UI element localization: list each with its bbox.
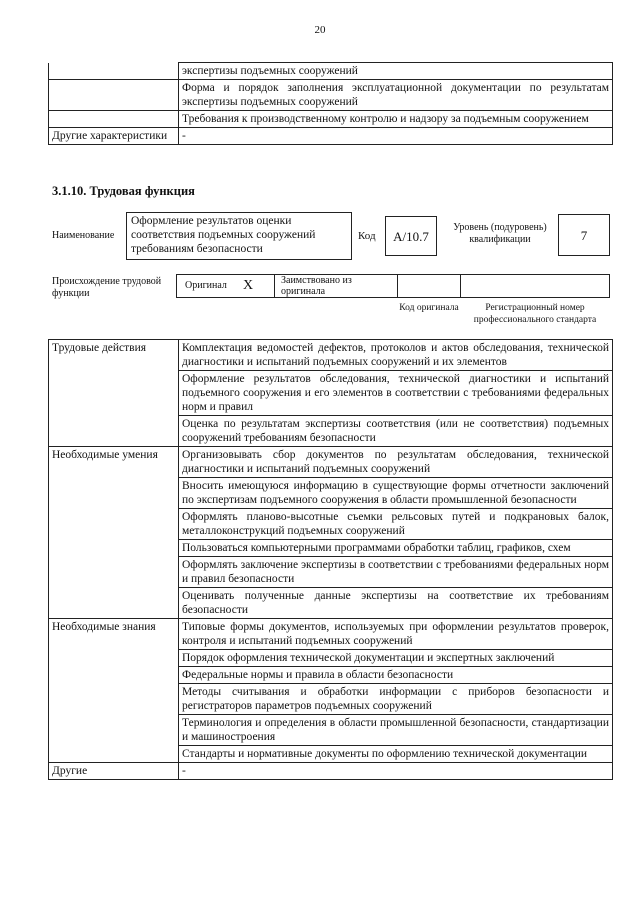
divider	[397, 274, 398, 298]
function-code-box	[385, 216, 437, 256]
table-cell: Организовывать сбор документов по результатам обследования, технической диагностики и испытаний подъемных сооружений	[179, 447, 613, 478]
table-cell: Оформлять планово-высотные съемки рельсовых путей и подкрановых балок, металлоконструкций подъемных сооружений	[179, 509, 613, 540]
page-number: 20	[314, 24, 326, 36]
table-cell: Оформление результатов обследования, технической диагностики и испытаний подъемного сооружения и его элементов в соответствии с требованиями федеральных норм и правил	[179, 371, 613, 416]
origin-label: Происхождение трудовой функции	[52, 276, 162, 299]
labor-function-table	[48, 339, 613, 780]
function-name-value: Оформление результатов оценки соответствия подъемных сооружений требованиям безопасности	[131, 215, 316, 255]
table-cell: Терминология и определения в области промышленной безопасности, стандартизации и машиностроения	[179, 715, 613, 746]
table-cell: Оценка по результатам экспертизы соответствия (или не соответствия) подъемных сооружений требованиям безопасности	[179, 416, 613, 447]
function-name-box	[126, 212, 352, 260]
table-row	[49, 340, 613, 371]
table-cell: Комплектация ведомостей дефектов, протоколов и актов обследования, технической диагностики и испытаний подъемных сооружений и их элементов	[179, 340, 613, 371]
row-text: Требования к производственному контролю и надзору за подъемным сооружением	[179, 111, 613, 128]
table-row	[49, 63, 613, 80]
row-label	[49, 80, 179, 111]
table-cell: Пользоваться компьютерными программами обработки таблиц, графиков, схем	[179, 540, 613, 557]
table-row	[49, 128, 613, 145]
original-label: Оригинал	[185, 280, 227, 291]
table-row	[49, 111, 613, 128]
table-row	[49, 447, 613, 478]
table-cell: Методы считывания и обработки информации с приборов безопасности и регистраторов параметров подъемных сооружений	[179, 684, 613, 715]
group-label: Трудовые действия	[49, 340, 179, 447]
original-mark: X	[243, 278, 254, 293]
table-cell: Федеральные нормы и правила в области безопасности	[179, 667, 613, 684]
function-code-value: A/10.7	[393, 229, 429, 244]
table-row	[49, 619, 613, 650]
table-cell: Оценивать полученные данные экспертизы на соответствие их требованиям безопасности	[179, 588, 613, 619]
borrowed-label: Заимствовано из оригинала	[281, 275, 352, 297]
row-text: экспертизы подъемных сооружений	[179, 63, 613, 80]
level-label: Уровень (подуровень) квалификации	[453, 222, 547, 245]
table-cell: Вносить имеющуюся информацию в существующие формы отчетности заключений по экспертизам подъемного сооружения в области промышленной безопасности	[179, 478, 613, 509]
level-value: 7	[580, 228, 588, 243]
level-box	[558, 214, 610, 256]
row-text: -	[179, 128, 613, 145]
divider	[460, 274, 461, 298]
name-label: Наименование	[52, 230, 115, 241]
divider	[274, 274, 275, 298]
table-cell: Типовые формы документов, используемых при оформлении результатов проверок, контроля и испытаний подъемных сооружений	[179, 619, 613, 650]
origin-box	[176, 274, 610, 298]
section-heading: 3.1.10. Трудовая функция	[52, 184, 195, 198]
row-label	[49, 111, 179, 128]
row-label: Другие характеристики	[49, 128, 179, 145]
table-row	[49, 80, 613, 111]
table-cell: -	[179, 763, 613, 780]
group-label: Необходимые умения	[49, 447, 179, 619]
code-label: Код	[358, 230, 376, 242]
row-label	[49, 63, 179, 80]
table-cell: Порядок оформления технической документации и экспертных заключений	[179, 650, 613, 667]
reg-number-caption: Регистрационный номер профессионального стандарта	[473, 303, 597, 325]
row-text: Форма и порядок заполнения эксплуатационной документации по результатам экспертизы подъемных сооружений	[179, 80, 613, 111]
table-row	[49, 763, 613, 780]
group-label: Другие	[49, 763, 179, 780]
table-cell: Стандарты и нормативные документы по оформлению технической документации	[179, 746, 613, 763]
top-characteristics-table	[48, 62, 613, 145]
group-label: Необходимые знания	[49, 619, 179, 763]
table-cell: Оформлять заключение экспертизы в соответствии с требованиями федеральных норм и правил безопасности	[179, 557, 613, 588]
code-caption: Код оригинала	[399, 303, 459, 313]
